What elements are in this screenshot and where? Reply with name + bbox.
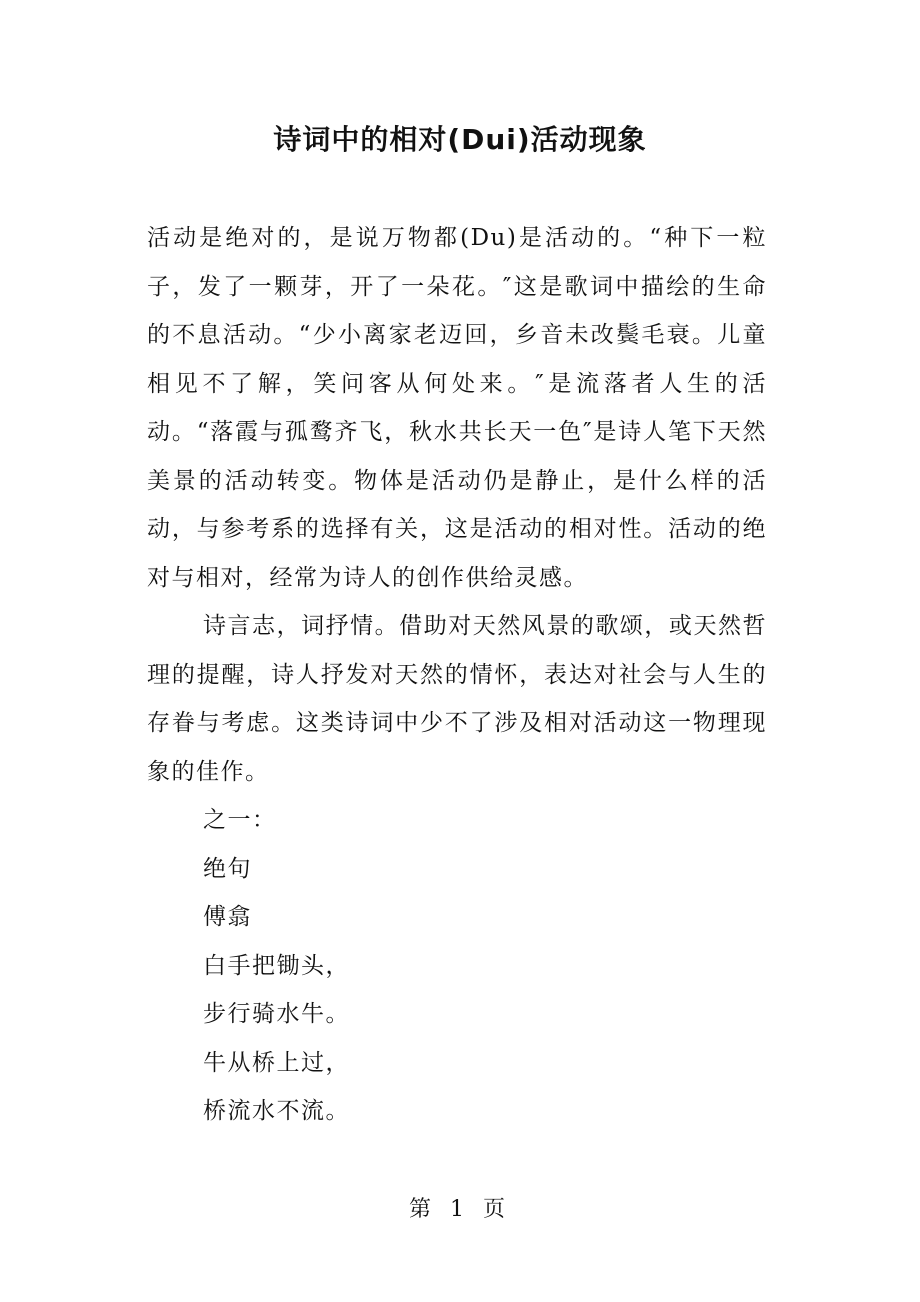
- poem-line: 白手把锄头，: [203, 952, 350, 979]
- document-title: 诗词中的相对(Dui)活动现象: [273, 123, 647, 156]
- poem-section-heading: 之一：: [203, 807, 277, 833]
- document-body: [147, 214, 767, 1136]
- paragraph-poetry-intro: 诗言志，词抒情。借助对天然风景的歌颂，或天然哲理的提醒，诗人抒发对天然的情怀，表达对社会与人生的存眷与考虑。这类诗词中少不了涉及相对活动这一物理现象的佳作。: [147, 613, 767, 785]
- poem-title: 绝句: [203, 855, 252, 882]
- poem-author: 傅翕: [203, 904, 252, 930]
- paragraph-intro: 活动是绝对的，是说万物都(Du)是活动的。“种下一粒子，发了一颗芽，开了一朵花。″这是歌词中描绘的生命的不息活动。“少小离家老迈回，乡音未改鬓毛衰。儿童相见不了解，笑问客从何处来。″是流落者人生的活动。“落霞与孤鹜齐飞，秋水共长天一色″是诗人笔下天然美景的活动转变。物体是活动仍是静止，是什么样的活动，与参考系的选择有关，这是活动的相对性。活动的绝对与相对，经常为诗人的创作供给灵感。: [147, 225, 767, 591]
- poem-line: 步行骑水牛。: [203, 1001, 350, 1027]
- poem-line: 桥流水不流。: [203, 1098, 350, 1124]
- page-number: 第 1 页: [409, 1197, 511, 1222]
- poem-line: 牛从桥上过，: [203, 1049, 350, 1076]
